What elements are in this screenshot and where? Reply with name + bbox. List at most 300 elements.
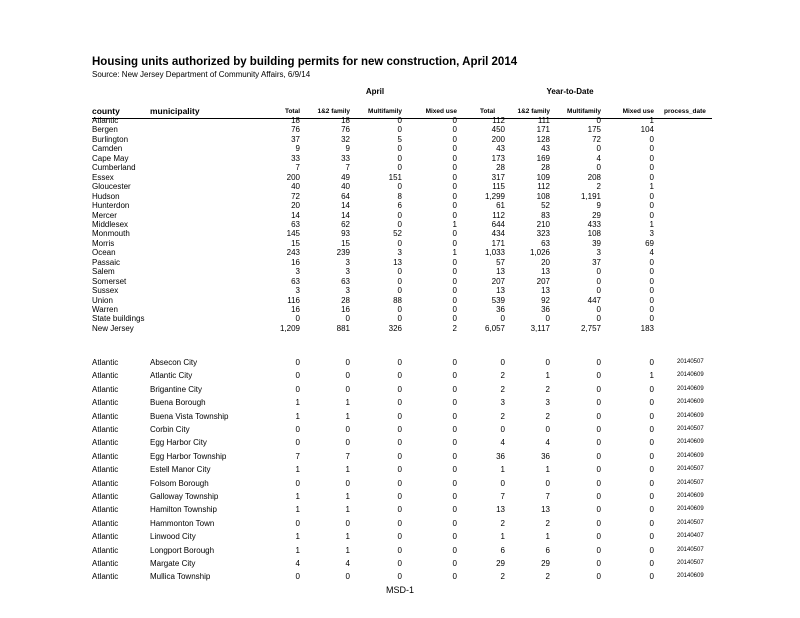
value-cell: 4 — [345, 559, 350, 568]
value-cell: 0 — [500, 358, 505, 367]
value-cell: 433 — [587, 219, 601, 229]
value-cell: 0 — [596, 116, 601, 125]
value-cell: 14 — [341, 201, 350, 211]
value-cell: 3 — [345, 257, 350, 267]
value-cell: 16 — [291, 305, 300, 314]
value-cell: 4 — [545, 438, 550, 448]
value-cell: 0 — [452, 451, 457, 461]
value-cell: 1 — [345, 398, 350, 408]
value-cell: 0 — [397, 545, 402, 555]
value-cell: 9 — [596, 201, 601, 211]
header-ytd-multifamily: Multifamily — [567, 108, 601, 115]
value-cell: 1 — [295, 398, 300, 408]
header-april-mixed-use: Mixed use — [425, 108, 457, 115]
value-cell: 0 — [295, 371, 300, 381]
process-date-cell: 20140609 — [677, 506, 704, 513]
value-cell: 1 — [452, 219, 457, 229]
value-cell: 0 — [397, 276, 402, 286]
value-cell: 0 — [397, 182, 402, 192]
value-cell: 0 — [397, 505, 402, 515]
county-cell: Middlesex — [92, 219, 129, 229]
value-cell: 0 — [596, 559, 601, 568]
value-cell: 116 — [287, 295, 300, 305]
value-cell: 13 — [496, 267, 505, 277]
value-cell: 1 — [545, 465, 550, 475]
value-cell: 2 — [545, 411, 550, 421]
municipality-cell: Estell Manor City — [150, 465, 211, 475]
value-cell: 644 — [491, 219, 505, 229]
value-cell: 0 — [649, 314, 654, 324]
value-cell: 1,299 — [484, 191, 505, 201]
value-cell: 28 — [496, 163, 505, 173]
value-cell: 0 — [397, 163, 402, 173]
county-cell: Atlantic — [92, 425, 119, 434]
value-cell: 2 — [500, 518, 505, 528]
process-date-cell: 20140609 — [677, 573, 704, 580]
value-cell: 0 — [397, 438, 402, 448]
value-cell: 239 — [336, 248, 350, 258]
county-cell: Sussex — [92, 286, 119, 296]
value-cell: 76 — [341, 125, 350, 135]
value-cell: 145 — [286, 229, 300, 239]
header-april-multifamily: Multifamily — [368, 108, 402, 115]
value-cell: 0 — [545, 358, 550, 367]
value-cell: 0 — [649, 478, 654, 488]
value-cell: 1,026 — [529, 248, 550, 258]
county-cell: Atlantic — [92, 451, 119, 461]
value-cell: 3 — [596, 248, 601, 258]
value-cell: 0 — [452, 371, 457, 381]
value-cell: 169 — [536, 153, 550, 163]
value-cell: 210 — [536, 219, 550, 229]
value-cell: 88 — [393, 295, 402, 305]
value-cell: 0 — [397, 286, 402, 296]
value-cell: 83 — [541, 210, 550, 220]
value-cell: 1,209 — [279, 323, 300, 333]
value-cell: 0 — [452, 182, 457, 192]
county-cell: Salem — [92, 267, 115, 277]
county-cell: Atlantic — [92, 532, 119, 542]
value-cell: 6 — [500, 545, 505, 555]
value-cell: 0 — [452, 267, 457, 277]
value-cell: 0 — [452, 559, 457, 568]
value-cell: 8 — [397, 191, 402, 201]
value-cell: 0 — [452, 505, 457, 515]
value-cell: 0 — [452, 358, 457, 367]
county-cell: Camden — [92, 144, 123, 154]
municipality-cell: Margate City — [150, 559, 196, 568]
value-cell: 200 — [286, 172, 300, 182]
value-cell: 0 — [452, 257, 457, 267]
value-cell: 40 — [341, 182, 350, 192]
value-cell: 0 — [649, 358, 654, 367]
value-cell: 0 — [452, 384, 457, 394]
value-cell: 109 — [536, 172, 550, 182]
value-cell: 0 — [397, 144, 402, 154]
value-cell: 1 — [649, 182, 654, 192]
value-cell: 1 — [295, 492, 300, 501]
page-title: Housing units authorized by building permits for new construction, April 2014 — [92, 56, 518, 68]
value-cell: 0 — [649, 532, 654, 542]
value-cell: 0 — [545, 314, 550, 324]
value-cell: 13 — [496, 286, 505, 296]
process-date-cell: 20140507 — [677, 560, 704, 566]
value-cell: 2 — [545, 384, 550, 394]
value-cell: 1 — [345, 465, 350, 475]
value-cell: 7 — [345, 451, 350, 461]
value-cell: 33 — [341, 153, 350, 163]
value-cell: 112 — [492, 210, 505, 220]
municipality-cell: Egg Harbor City — [150, 438, 207, 448]
value-cell: 28 — [341, 295, 350, 305]
value-cell: 208 — [587, 172, 601, 182]
value-cell: 0 — [452, 153, 457, 163]
value-cell: 0 — [649, 438, 654, 448]
municipality-cell: Buena Borough — [150, 398, 206, 408]
value-cell: 0 — [397, 371, 402, 381]
value-cell: 40 — [291, 182, 300, 192]
value-cell: 49 — [341, 172, 350, 182]
group-header-ytd: Year-to-Date — [546, 87, 594, 96]
value-cell: 13 — [541, 267, 550, 277]
county-cell: Mercer — [92, 210, 117, 220]
value-cell: 1 — [649, 219, 654, 229]
value-cell: 111 — [537, 116, 550, 125]
municipality-cell: Folsom Borough — [150, 478, 209, 488]
value-cell: 13 — [541, 505, 550, 515]
value-cell: 39 — [592, 238, 601, 248]
value-cell: 539 — [491, 295, 505, 305]
value-cell: 0 — [649, 451, 654, 461]
value-cell: 0 — [452, 163, 457, 173]
county-cell: Bergen — [92, 125, 118, 135]
value-cell: 13 — [541, 286, 550, 296]
process-date-cell: 20140507 — [677, 466, 704, 473]
group-header-april: April — [365, 87, 385, 96]
header-municipality: municipality — [150, 106, 200, 116]
value-cell: 447 — [587, 295, 601, 305]
header-april-1-2-family: 1&2 family — [317, 108, 350, 115]
page-footer: MSD-1 — [385, 585, 414, 595]
value-cell: 0 — [452, 305, 457, 314]
value-cell: 0 — [649, 384, 654, 394]
value-cell: 0 — [596, 144, 601, 154]
value-cell: 64 — [341, 191, 350, 201]
process-date-cell: 20140507 — [677, 479, 704, 486]
value-cell: 3 — [345, 286, 350, 296]
value-cell: 92 — [541, 295, 550, 305]
header-ytd-total: Total — [479, 108, 495, 115]
county-cell: Atlantic — [92, 438, 119, 448]
value-cell: 0 — [295, 478, 300, 488]
value-cell: 7 — [545, 492, 550, 501]
county-cell: Atlantic — [92, 371, 119, 381]
value-cell: 7 — [295, 451, 300, 461]
county-cell: Atlantic — [92, 116, 119, 125]
value-cell: 0 — [649, 134, 654, 144]
value-cell: 0 — [397, 219, 402, 229]
value-cell: 63 — [291, 276, 300, 286]
value-cell: 1 — [295, 411, 300, 421]
value-cell: 52 — [541, 201, 550, 211]
value-cell: 0 — [295, 314, 300, 324]
value-cell: 0 — [649, 267, 654, 277]
county-cell: State buildings — [92, 314, 145, 324]
value-cell: 0 — [596, 314, 601, 324]
value-cell: 0 — [596, 276, 601, 286]
value-cell: 0 — [596, 478, 601, 488]
value-cell: 0 — [295, 425, 300, 434]
county-cell: Atlantic — [92, 505, 119, 515]
value-cell: 112 — [492, 116, 505, 125]
value-cell: 0 — [649, 201, 654, 211]
value-cell: 0 — [596, 411, 601, 421]
value-cell: 63 — [341, 276, 350, 286]
value-cell: 2 — [545, 572, 550, 582]
value-cell: 57 — [496, 257, 505, 267]
value-cell: 2 — [500, 371, 505, 381]
municipality-cell: Mullica Township — [150, 572, 211, 582]
value-cell: 0 — [596, 305, 601, 314]
value-cell: 93 — [341, 229, 350, 239]
value-cell: 0 — [397, 492, 402, 501]
value-cell: 0 — [452, 518, 457, 528]
process-date-cell: 20140609 — [677, 452, 704, 459]
value-cell: 0 — [452, 144, 457, 154]
value-cell: 0 — [452, 125, 457, 135]
value-cell: 9 — [295, 144, 300, 154]
value-cell: 243 — [286, 248, 300, 258]
municipality-cell: Hamilton Township — [150, 505, 217, 515]
value-cell: 1 — [295, 545, 300, 555]
county-cell: Atlantic — [92, 492, 119, 501]
value-cell: 18 — [341, 116, 350, 125]
value-cell: 14 — [341, 210, 350, 220]
value-cell: 0 — [649, 172, 654, 182]
value-cell: 0 — [649, 518, 654, 528]
value-cell: 0 — [452, 238, 457, 248]
value-cell: 3 — [345, 267, 350, 277]
value-cell: 108 — [536, 191, 550, 201]
process-date-cell: 20140609 — [677, 385, 704, 392]
county-cell: Atlantic — [92, 358, 119, 367]
value-cell: 0 — [649, 210, 654, 220]
value-cell: 0 — [397, 465, 402, 475]
municipality-cell: Hammonton Town — [150, 518, 215, 528]
county-cell: Atlantic — [92, 411, 119, 421]
value-cell: 15 — [341, 238, 350, 248]
value-cell: 0 — [345, 438, 350, 448]
value-cell: 1 — [295, 532, 300, 542]
value-cell: 29 — [496, 559, 505, 568]
value-cell: 0 — [345, 572, 350, 582]
value-cell: 450 — [491, 125, 505, 135]
value-cell: 128 — [536, 134, 550, 144]
value-cell: 0 — [397, 314, 402, 324]
value-cell: 0 — [452, 572, 457, 582]
value-cell: 0 — [596, 438, 601, 448]
value-cell: 0 — [596, 163, 601, 173]
value-cell: 0 — [649, 545, 654, 555]
value-cell: 14 — [291, 210, 300, 220]
county-cell: Somerset — [92, 276, 127, 286]
process-date-cell: 20140507 — [677, 519, 704, 526]
value-cell: 0 — [397, 572, 402, 582]
value-cell: 0 — [397, 384, 402, 394]
value-cell: 0 — [596, 532, 601, 542]
value-cell: 0 — [649, 559, 654, 568]
value-cell: 43 — [541, 144, 550, 154]
county-cell: New Jersey — [92, 323, 134, 333]
value-cell: 52 — [393, 229, 402, 239]
value-cell: 1 — [345, 505, 350, 515]
value-cell: 16 — [291, 257, 300, 267]
value-cell: 2,757 — [580, 323, 601, 333]
county-cell: Hunterdon — [92, 201, 130, 211]
value-cell: 0 — [649, 286, 654, 296]
value-cell: 0 — [649, 572, 654, 582]
value-cell: 1 — [545, 532, 550, 542]
value-cell: 317 — [491, 172, 505, 182]
value-cell: 0 — [452, 398, 457, 408]
value-cell: 36 — [541, 305, 550, 314]
value-cell: 0 — [345, 314, 350, 324]
value-cell: 0 — [295, 358, 300, 367]
value-cell: 37 — [291, 134, 300, 144]
value-cell: 183 — [640, 323, 654, 333]
value-cell: 0 — [596, 545, 601, 555]
value-cell: 0 — [596, 267, 601, 277]
process-date-cell: 20140609 — [677, 439, 704, 446]
value-cell: 0 — [295, 438, 300, 448]
value-cell: 326 — [388, 323, 402, 333]
value-cell: 37 — [592, 257, 601, 267]
value-cell: 0 — [649, 153, 654, 163]
value-cell: 4 — [596, 153, 601, 163]
county-cell: Atlantic — [92, 465, 119, 475]
value-cell: 1 — [295, 465, 300, 475]
value-cell: 0 — [397, 559, 402, 568]
value-cell: 0 — [452, 492, 457, 501]
value-cell: 0 — [649, 492, 654, 501]
value-cell: 0 — [452, 411, 457, 421]
county-cell: Atlantic — [92, 572, 119, 582]
value-cell: 1 — [295, 505, 300, 515]
value-cell: 6,057 — [484, 323, 505, 333]
value-cell: 0 — [397, 518, 402, 528]
value-cell: 2 — [500, 572, 505, 582]
value-cell: 29 — [592, 210, 601, 220]
value-cell: 0 — [452, 276, 457, 286]
value-cell: 0 — [452, 438, 457, 448]
process-date-cell: 20140609 — [677, 372, 704, 379]
value-cell: 0 — [596, 384, 601, 394]
county-cell: Monmouth — [92, 229, 130, 239]
process-date-cell: 20140407 — [677, 533, 704, 540]
value-cell: 171 — [536, 125, 550, 135]
value-cell: 4 — [295, 559, 300, 568]
value-cell: 0 — [596, 425, 601, 434]
value-cell: 0 — [397, 478, 402, 488]
value-cell: 0 — [545, 425, 550, 434]
value-cell: 33 — [291, 153, 300, 163]
value-cell: 6 — [545, 545, 550, 555]
value-cell: 63 — [541, 238, 550, 248]
value-cell: 36 — [496, 305, 505, 314]
value-cell: 0 — [596, 492, 601, 501]
value-cell: 2 — [545, 518, 550, 528]
value-cell: 1 — [452, 248, 457, 258]
value-cell: 0 — [596, 358, 601, 367]
value-cell: 0 — [545, 478, 550, 488]
value-cell: 0 — [452, 465, 457, 475]
county-cell: Ocean — [92, 248, 116, 258]
value-cell: 200 — [491, 134, 505, 144]
value-cell: 20 — [291, 201, 300, 211]
municipality-cell: Galloway Township — [150, 492, 219, 501]
value-cell: 2 — [452, 323, 457, 333]
county-cell: Atlantic — [92, 398, 119, 408]
value-cell: 171 — [491, 238, 505, 248]
value-cell: 0 — [397, 210, 402, 220]
value-cell: 0 — [649, 163, 654, 173]
value-cell: 3 — [545, 398, 550, 408]
value-cell: 0 — [397, 532, 402, 542]
value-cell: 0 — [649, 505, 654, 515]
value-cell: 3 — [295, 286, 300, 296]
value-cell: 0 — [452, 286, 457, 296]
value-cell: 3,117 — [530, 323, 550, 333]
municipality-cell: Buena Vista Township — [150, 411, 229, 421]
value-cell: 0 — [397, 398, 402, 408]
value-cell: 0 — [397, 358, 402, 367]
county-cell: Cape May — [92, 153, 129, 163]
value-cell: 0 — [649, 191, 654, 201]
process-date-cell: 20140609 — [677, 399, 704, 406]
value-cell: 0 — [345, 384, 350, 394]
value-cell: 7 — [345, 163, 350, 173]
value-cell: 3 — [500, 398, 505, 408]
value-cell: 1 — [500, 465, 505, 475]
value-cell: 62 — [341, 219, 350, 229]
value-cell: 0 — [345, 425, 350, 434]
value-cell: 0 — [596, 518, 601, 528]
value-cell: 0 — [596, 371, 601, 381]
value-cell: 3 — [649, 229, 654, 239]
value-cell: 2 — [500, 384, 505, 394]
county-cell: Morris — [92, 238, 115, 248]
header-ytd-mixed-use: Mixed use — [622, 108, 654, 115]
value-cell: 32 — [341, 134, 350, 144]
value-cell: 13 — [393, 257, 402, 267]
municipality-cell: Absecon City — [150, 358, 198, 367]
value-cell: 5 — [397, 134, 402, 144]
value-cell: 108 — [587, 229, 601, 239]
value-cell: 63 — [291, 219, 300, 229]
value-cell: 1 — [345, 411, 350, 421]
process-date-cell: 20140507 — [677, 359, 704, 365]
value-cell: 0 — [596, 505, 601, 515]
value-cell: 4 — [649, 248, 654, 258]
value-cell: 0 — [295, 518, 300, 528]
county-cell: Atlantic — [92, 384, 119, 394]
county-cell: Atlantic — [92, 478, 119, 488]
value-cell: 1,191 — [580, 191, 601, 201]
value-cell: 1 — [345, 545, 350, 555]
value-cell: 0 — [649, 465, 654, 475]
value-cell: 0 — [397, 238, 402, 248]
value-cell: 6 — [397, 201, 402, 211]
